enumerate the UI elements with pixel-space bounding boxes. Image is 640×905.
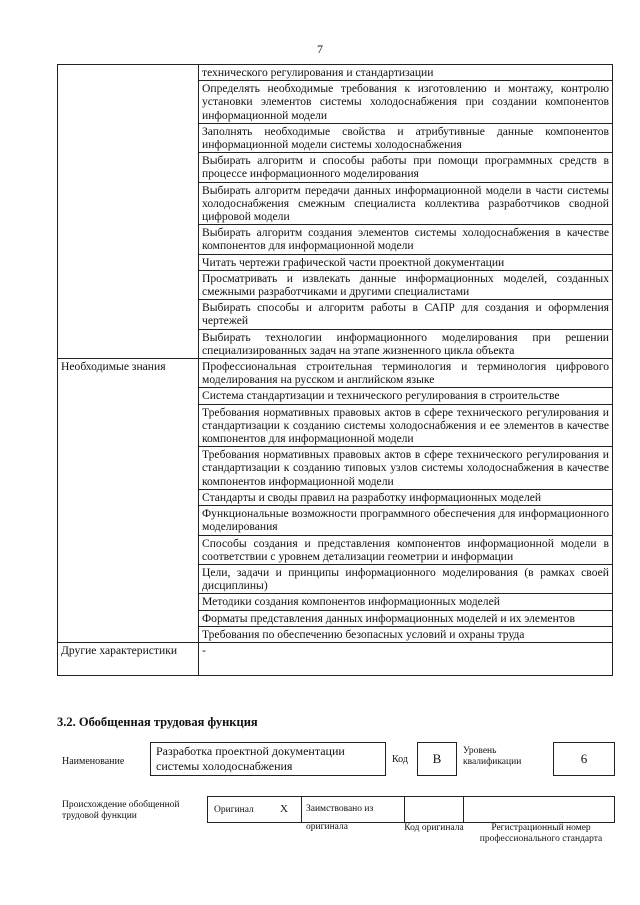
skill-item: Определять необходимые требования к изготовлению и монтажу, контролю установки элементов системы холодоснабжения при создании компонентов информационной модели xyxy=(199,81,613,124)
knowledge-item: Цели, задачи и принципы информационного моделирования (в рамках своей дисциплины) xyxy=(199,564,613,593)
code-value: B xyxy=(417,742,457,776)
level-value: 6 xyxy=(553,742,615,776)
original-cell xyxy=(207,796,302,823)
name-value: Разработка проектной документации системы холодоснабжения xyxy=(150,742,386,776)
knowledge-item: Требования нормативных правовых актов в сфере технического регулирования и стандартизации к созданию типовых узлов системы холодоснабжения в качестве компонентов информационной модели xyxy=(199,447,613,490)
name-label: Наименование xyxy=(62,756,125,767)
knowledge-item: Профессиональная строительная терминология и терминология цифрового моделирования на русском и английском языке xyxy=(199,359,613,388)
registration-number-cell xyxy=(463,796,615,823)
knowledge-item: Требования нормативных правовых актов в сфере технического регулирования и стандартизации к созданию системы холодоснабжения и ее элементов в качестве компонентов для информационной модели xyxy=(199,404,613,447)
page-number: 7 xyxy=(317,42,323,56)
level-label: Уровень квалификации xyxy=(463,746,522,767)
original-mark: X xyxy=(280,803,288,815)
original-code-caption: Код оригинала xyxy=(404,823,464,833)
skill-item: Заполнять необходимые свойства и атрибутивные данные компонентов информационной модели системы холодоснабжения xyxy=(199,123,613,152)
skill-item: Читать чертежи графической части проектной документации xyxy=(199,254,613,270)
skill-item: Выбирать способы и алгоритм работы в САПР для создания и оформления чертежей xyxy=(199,300,613,329)
other-characteristics-label: Другие характеристики xyxy=(58,642,199,675)
knowledge-item: Функциональные возможности программного обеспечения для информационного моделирования xyxy=(199,506,613,535)
knowledge-item: Способы создания и представления компонентов информационной модели в соответствии с уровнем детализации геометрии и информации xyxy=(199,535,613,564)
requirements-table xyxy=(57,64,613,676)
other-characteristics-value: - xyxy=(199,642,613,675)
knowledge-item: Форматы представления данных информационных моделей и их элементов xyxy=(199,610,613,626)
skill-item: Просматривать и извлекать данные информационных моделей, созданных смежными разработчиками и другими специалистами xyxy=(199,270,613,299)
section-title: 3.2. Обобщенная трудовая функция xyxy=(57,715,258,729)
borrowed-label: Заимствовано из оригинала xyxy=(306,804,374,832)
knowledge-item: Требования по обеспечению безопасных условий и охраны труда xyxy=(199,626,613,642)
skill-item: Выбирать алгоритм передачи данных информационной модели в части системы холодоснабжения смежным специалиста коллектива разработчиков сводной цифровой модели xyxy=(199,182,613,225)
skill-item: технического регулирования и стандартизации xyxy=(199,65,613,81)
knowledge-item: Система стандартизации и технического регулирования в строительстве xyxy=(199,388,613,404)
knowledge-label: Необходимые знания xyxy=(58,359,199,643)
knowledge-item: Стандарты и своды правил на разработку информационных моделей xyxy=(199,489,613,505)
borrowed-cell xyxy=(301,796,405,832)
code-label: Код xyxy=(392,754,408,765)
skill-item: Выбирать алгоритм и способы работы при помощи программных средств в процессе информационного моделирования xyxy=(199,153,613,182)
skills-label-cell xyxy=(58,65,199,359)
skill-item: Выбирать алгоритм создания элементов системы холодоснабжения в качестве компонентов для информационной модели xyxy=(199,225,613,254)
registration-number-caption: Регистрационный номер профессионального стандарта xyxy=(479,823,603,844)
knowledge-item: Методики создания компонентов информационных моделей xyxy=(199,594,613,610)
origin-label: Происхождение обобщенной трудовой функции xyxy=(62,800,180,821)
skill-item: Выбирать технологии информационного моделирования при решении специализированных задач на этапе жизненного цикла объекта xyxy=(199,329,613,358)
original-label: Оригинал xyxy=(214,805,254,815)
original-code-cell xyxy=(404,796,464,823)
